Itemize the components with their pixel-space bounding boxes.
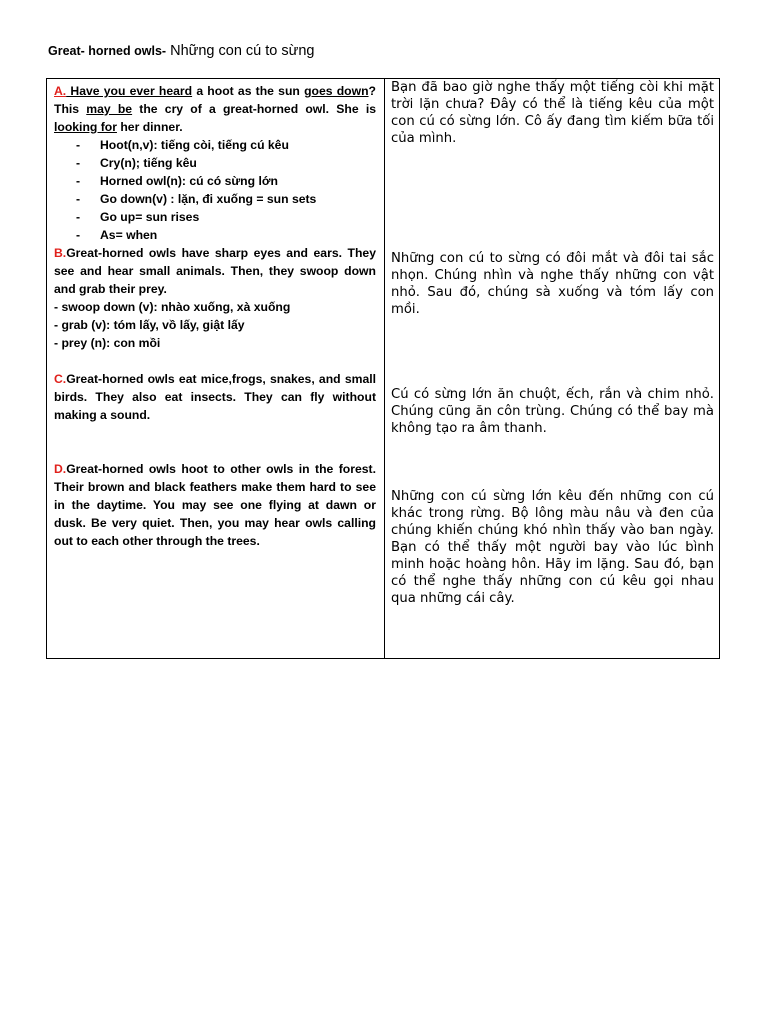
vocab-item: - Go down(v) : lặn, đi xuống = sun sets [76,190,376,208]
vocab-line: - grab (v): tóm lấy, vồ lấy, giật lấy [54,318,245,332]
two-column-table [46,78,720,659]
translation-b: Những con cú to sừng có đôi mắt và đôi tai sắc nhọn. Chúng nhìn và nghe thấy những con vật nhỏ. Sau đó, chúng sà xuống và tóm lấy con mồi. [391,251,714,317]
translation-d: Những con cú sừng lớn kêu đến những con cú khác trong rừng. Bộ lông màu nâu và đen của chúng khiến chúng khó nhìn thấy vào ban ngày. Bạn có thể thấy một người bay vào lúc bình minh hoặc hoàng hôn. Hãy im lặng. Sau đó, bạn có thể nghe thấy những con cú kêu gọi nhau qua những cái cây. [391,489,714,606]
paragraph-d: D.Great-horned owls hoot to other owls in the forest. Their brown and black feathers make them hard to see in the daytime. You may see one flying at dawn or dusk. Be very quiet. Then, you may hear owls calling out to each other through the trees. [54,462,376,548]
title-vietnamese: Những con cú to sừng [166,43,315,59]
vocab-item: - Cry(n); tiếng kêu [76,154,376,172]
vocab-item: - Horned owl(n): cú có sừng lớn [76,172,376,190]
translation-c: Cú có sừng lớn ăn chuột, ếch, rắn và chim nhỏ. Chúng cũng ăn côn trùng. Chúng có thể bay mà không tạo ra âm thanh. [391,387,714,436]
document-title [48,42,314,60]
paragraph-a: A. Have you ever heard a hoot as the sun goes down? This may be the cry of a great-horned owl. She is looking for her dinner. [54,84,376,134]
english-column [54,82,376,550]
paragraph-d-letter: D. [54,462,67,476]
paragraph-a-vocab-list [54,136,376,244]
vocab-item: - Hoot(n,v): tiếng còi, tiếng cú kêu [76,136,376,154]
column-divider [384,79,385,658]
translation-a: Bạn đã bao giờ nghe thấy một tiếng còi khi mặt trời lặn chưa? Đây có thể là tiếng kêu của một con cú có sừng lớn. Cô ấy đang tìm kiếm bữa tối của mình. [391,80,714,146]
vocab-line: - swoop down (v): nhào xuống, xà xuống [54,300,291,314]
vocab-item: - As= when [76,226,376,244]
paragraph-a-letter: A. [54,84,67,98]
paragraph-c-letter: C. [54,372,67,386]
paragraph-c: C.Great-horned owls eat mice,frogs, snakes, and small birds. They also eat insects. They can fly without making a sound. [54,372,376,422]
paragraph-b-letter: B. [54,246,67,260]
paragraph-b: B.Great-horned owls have sharp eyes and ears. They see and hear small animals. Then, they swoop down and grab their prey. [54,246,376,296]
vocab-item: - Go up= sun rises [76,208,376,226]
vocab-line: - prey (n): con mồi [54,336,161,350]
title-english: Great- horned owls- [48,44,167,58]
